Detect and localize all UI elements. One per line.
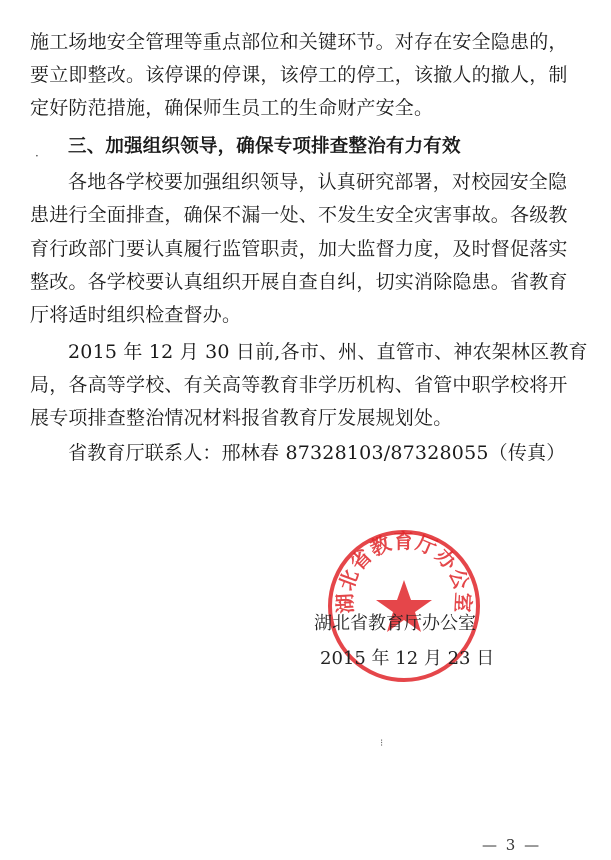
body-line-3: 定好防范措施，确保师生员工的生命财产安全。 — [30, 97, 434, 119]
body-line-10: 2015 年 12 月 30 日前,各市、州、直管市、神农架林区教育 — [68, 341, 588, 363]
seal-text: 湖北省教育厅办公室 — [332, 529, 476, 615]
scan-dot: · — [35, 149, 39, 163]
page-number: — 3 — — [482, 836, 542, 854]
body-line-2: 要立即整改。该停课的停课，该停工的停工，该撤人的撤人，制 — [30, 64, 568, 86]
signature-date: 2015 年 12 月 23 日 — [320, 648, 495, 669]
signature-org: 湖北省教育厅办公室 — [314, 613, 476, 634]
body-line-6: 患进行全面排查，确保不漏一处、不发生安全灾害事故。各级教 — [30, 204, 568, 226]
body-line-11: 局，各高等学校、有关高等教育非学历机构、省管中职学校将开 — [30, 374, 568, 396]
section-heading: 三、加强组织领导，确保专项排查整治有力有效 — [68, 136, 461, 157]
body-line-12: 展专项排查整治情况材料报省教育厅发展规划处。 — [30, 407, 453, 429]
body-line-8: 整改。各学校要认真组织开展自查自纠，切实消除隐患。省教育 — [30, 271, 568, 293]
body-line-1: 施工场地安全管理等重点部位和关键环节。对存在安全隐患的， — [30, 31, 568, 53]
contact-line: 省教育厅联系人：邢林春 87328103/87328055（传真） — [68, 442, 566, 464]
body-line-7: 育行政部门要认真履行监管职责，加大监督力度，及时督促落实 — [30, 238, 568, 260]
scan-mark: ⁝ — [380, 738, 384, 749]
body-line-9: 厅将适时组织检查督办。 — [30, 304, 242, 326]
body-line-5: 各地各学校要加强组织领导，认真研究部署，对校园安全隐 — [68, 171, 568, 193]
